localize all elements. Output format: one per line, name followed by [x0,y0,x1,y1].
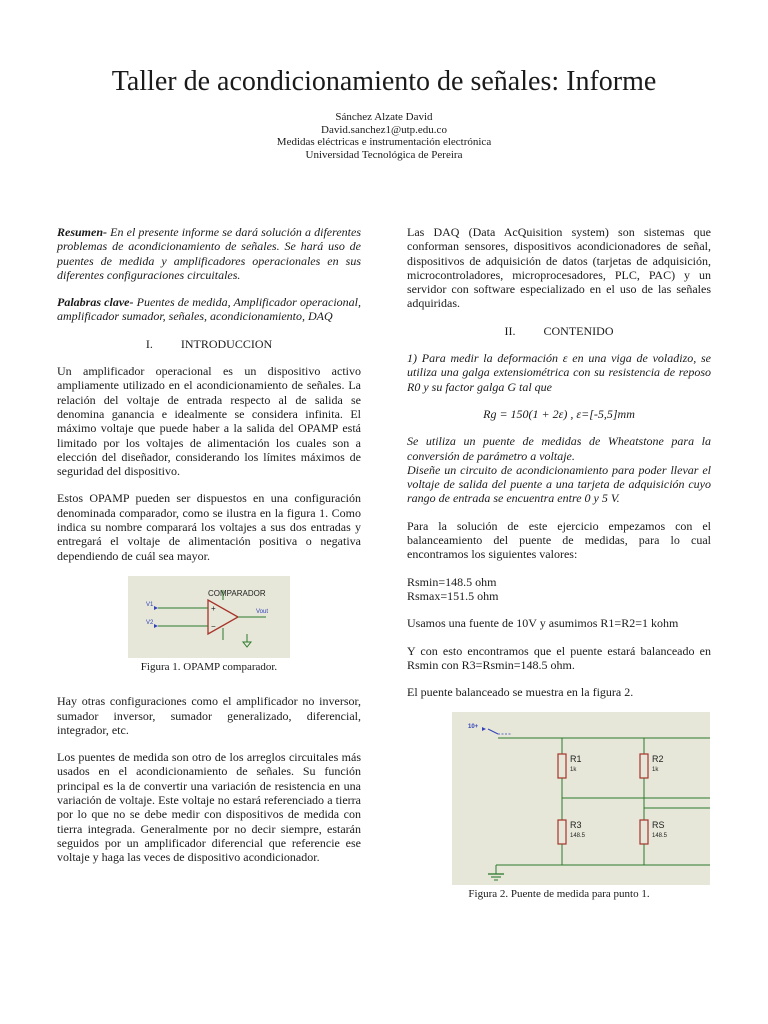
rsmax-value: Rsmax=151.5 ohm [407,588,499,603]
v1-label: V1 [146,601,154,608]
source-probe-icon [482,727,486,731]
author-course: Medidas eléctricas e instrumentación electrónica [276,136,492,148]
problem-statement: 1) Para medir la deformación ε en una viga de voladizo, se utiliza una galga extensiométrica con su resistencia de reposo R0 y su factor galga G tal que [407,351,711,394]
author-block [0,111,768,161]
content-paragraph-4: El puente balanceado se muestra en la figura 2. [407,685,634,700]
r1-value: 1k [570,767,577,774]
r2-value: 1k [652,767,659,774]
v2-label: V2 [146,619,154,626]
wheatstone-bridge-schematic [452,712,710,885]
rs-label: RS [652,820,665,831]
opamp-plus: + [211,603,216,613]
intro-paragraph-2: Estos OPAMP pueden ser dispuestos en una configuración denominada comparador, como se ilustra en la figura 1. Como indica su nombre comparará los voltajes a sus dos entradas y entregará el voltaje de alimentación positiva o negativa dependiendo de cuál sea mayor. [57,491,361,563]
r3-label: R3 [570,820,582,831]
r2-resistor [640,754,648,778]
equation: Rg = 150(1 + 2ε) , ε=[-5,5]mm [483,406,635,421]
vout-label: Vout [256,608,269,615]
r1-resistor [558,754,566,778]
source-label: 10+ [468,724,479,731]
keywords-label: Palabras clave- [57,295,134,310]
content-paragraph-2: Usamos una fuente de 10V y asumimos R1=R2=1 kohm [407,616,679,631]
section-title: INTRODUCCION [180,336,273,351]
figure-2-caption: Figura 2. Puente de medida para punto 1. [468,888,650,901]
keywords [57,295,361,324]
intro-paragraph-4: Los puentes de medida son otro de los arreglos circuitales más usados en el acondicionamiento de señales. Su función principal es la de convertir una variación de resistencia en una variación de voltaje. Este voltaje no estará referenciado a tierra por lo que no se debe medir con dispositivos de medida con tierra integrada. Generalmente por no decir siempre, estarán seguidos por un amplificador diferencial que referencie ese voltaje y haga las veces de dispositivo acondicionador. [57,750,361,865]
ground-icon [243,642,251,647]
content-paragraph-1: Para la solución de este ejercicio empezamos con el balanceamiento del puente de medidas, para lo cual encontramos los siguientes valores: [407,518,711,562]
r1-label: R1 [570,754,582,765]
paper-title: Taller de acondicionamiento de señales: Informe [111,66,657,97]
author-email: David.sanchez1@utp.edu.co [321,123,447,136]
comparator-schematic [128,576,290,658]
figure-2-bridge-diagram [452,712,710,885]
section-title: CONTENIDO [543,323,614,338]
rs-resistor [640,820,648,844]
abstract [57,225,361,282]
author-name: Sánchez Alzate David [335,111,433,123]
rs-value: 148.5 [652,833,668,840]
author-university: Universidad Tecnológica de Pereira [305,148,463,161]
daq-paragraph: Las DAQ (Data AcQuisition system) son sistemas que conforman sensores, dispositivos acondicionadores de señal, dispositivos de adquisición de datos (tarjetas de adquisición, microcontroladores, microprocesadores, PLC, PAC) y un servidor con software especializado en el uso de las señales adquiridas. [407,225,711,311]
comparator-label: COMPARADOR [208,588,266,598]
intro-paragraph-3: Hay otras configuraciones como el amplificador no inversor, sumador inversor, sumador generalizado, diferencial, integrador, etc. [57,694,361,737]
left-column [57,225,361,865]
rsmin-value: Rsmin=148.5 ohm [407,574,497,589]
abstract-label: Resumen- [57,225,108,239]
keywords-text: Puentes de medida, Amplificador operacional, amplificador sumador, señales, acondicionamiento, DAQ [57,295,361,324]
right-column [407,225,711,922]
v1-probe-icon [154,606,158,610]
section-heading-contenido [407,324,711,338]
r3-value: 148.5 [570,833,586,840]
v2-probe-icon [154,624,158,628]
figure-1-comparator-diagram [128,576,290,658]
intro-paragraph-1: Un amplificador operacional es un dispositivo activo ampliamente utilizado en el acondicionamiento de señales. La relación del voltaje de entrada respecto al de salida se denomina ganancia e idealmente se considera infinita. El máximo voltaje que puede haber a la salida del OPAMP está limitado por los voltajes de alimentación los cuales son a elección del diseñador, considerando los límites máximos de seguridad del dispositivo. [57,364,361,479]
abstract-text: En el presente informe se dará solución a diferentes problemas de acondicionamiento de señales. Se hará uso de puentes de medida y amplificadores operacionales en sus diferentes configuraciones circuitales. [57,225,361,282]
r2-label: R2 [652,754,664,765]
opamp-minus: − [211,621,216,631]
design-statement: Se utiliza un puente de medidas de Wheatstone para la conversión de parámetro a voltaje. Diseñe un circuito de acondicionamiento para poder llevar el voltaje de salida del puente a una tarjeta de adquisición cuyo rango de entrada se encuentra entre 0 y 5 V. [407,434,711,506]
section-number: I. [145,336,153,351]
source-lead [488,729,498,734]
figure-1-caption: Figura 1. OPAMP comparador. [140,660,278,673]
r3-resistor [558,820,566,844]
content-paragraph-3: Y con esto encontramos que el puente estará balanceado en Rsmin con R3=Rsmin=148.5 ohm. [407,643,711,672]
section-heading-introduccion [57,337,361,351]
section-number: II. [504,323,516,338]
